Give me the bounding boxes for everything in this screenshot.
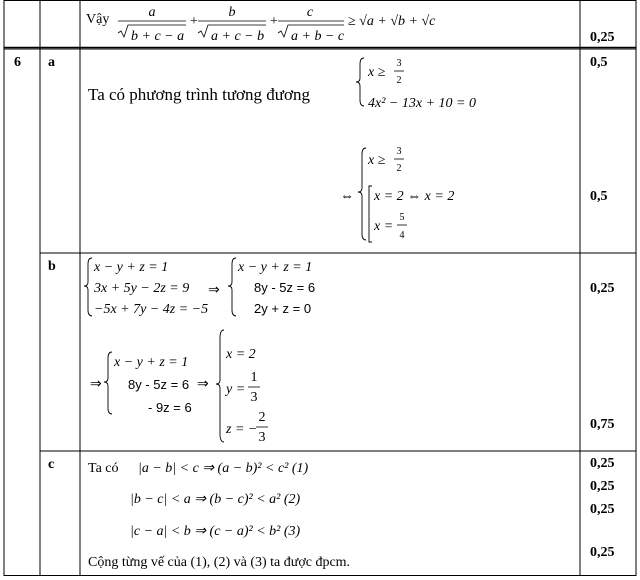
q6a-brace-1 bbox=[356, 58, 364, 106]
q6c-line-2: |b − c| < a ⇒ (b − c)² < a² (2) bbox=[130, 492, 301, 507]
plus-1: + bbox=[190, 14, 198, 29]
q6b-brace-2 bbox=[228, 258, 236, 316]
plus-2: + bbox=[270, 14, 278, 29]
score-6b-2: 0,75 bbox=[590, 417, 615, 432]
q6a-intro: Ta có phương trình tương đương bbox=[88, 85, 310, 104]
part-c-label: c bbox=[48, 457, 55, 472]
q6a-equation: 4x² − 13x + 10 = 0 bbox=[368, 96, 476, 111]
frac-c-num: c bbox=[306, 5, 314, 20]
q6b-implies-2: ⇒ bbox=[90, 377, 102, 392]
score-6c-3: 0,25 bbox=[590, 502, 615, 517]
frac-b-num: b bbox=[228, 5, 236, 20]
score-6b-1: 0,25 bbox=[590, 281, 615, 296]
q6b-s1-eq3: −5x + 7y − 4z = −5 bbox=[94, 302, 209, 317]
q6b-s3-eq3: - 9z = 6 bbox=[148, 400, 192, 415]
q6b-s1-eq1: x − y + z = 1 bbox=[94, 260, 169, 275]
q6a-equiv-arrow: ⇔ bbox=[340, 189, 354, 204]
q6b-result-z: z = − bbox=[226, 422, 258, 437]
vay-label: Vậy bbox=[86, 12, 110, 27]
q6a-brace-2 bbox=[358, 148, 366, 240]
q6a-cond-den: 2 bbox=[396, 75, 402, 86]
row-top bbox=[86, 5, 615, 45]
q6b-brace-3 bbox=[104, 352, 112, 414]
q6b-s3-eq2: 8y - 5z = 6 bbox=[128, 377, 190, 392]
q6b-brace-4 bbox=[216, 330, 224, 442]
q6a-solution-1: x = 2 ⇔ x = 2 bbox=[374, 189, 455, 204]
q6a-cond: x ≥ bbox=[368, 65, 386, 80]
q6c-line-3: |c − a| < b ⇒ (c − a)² < b² (3) bbox=[130, 524, 301, 539]
q6b-y-den: 3 bbox=[250, 390, 258, 405]
q6a-cond2-den: 2 bbox=[396, 163, 402, 174]
q6b-result-x: x = 2 bbox=[226, 347, 256, 362]
score-6c-1: 0,25 bbox=[590, 456, 615, 471]
q6b bbox=[48, 258, 615, 445]
q6b-s2-eq1: x − y + z = 1 bbox=[238, 260, 313, 275]
frac-a-num: a bbox=[148, 5, 156, 20]
question-number: 6 bbox=[14, 55, 21, 70]
q6b-implies-1: ⇒ bbox=[208, 283, 220, 298]
q6a-solution-2: x = bbox=[374, 219, 394, 234]
q6b-y-num: 1 bbox=[250, 370, 258, 385]
q6a-cond-2: x ≥ bbox=[368, 153, 386, 168]
score-6a-2: 0,5 bbox=[590, 189, 608, 204]
rhs-inequality: ≥ √a + √b + √c bbox=[348, 14, 436, 29]
frac-c-den: a + b − c bbox=[291, 29, 345, 44]
frac-b-den: a + c − b bbox=[211, 29, 265, 44]
q6b-implies-3: ⇒ bbox=[197, 377, 209, 392]
q6c-intro: Ta có bbox=[88, 461, 119, 476]
frac-a-den: b + c − a bbox=[131, 29, 185, 44]
q6b-z-num: 2 bbox=[258, 410, 266, 425]
part-b-label: b bbox=[48, 259, 56, 274]
q6c bbox=[48, 456, 615, 570]
q6b-s2-eq2: 8y - 5z = 6 bbox=[254, 280, 316, 295]
score-top: 0,25 bbox=[590, 30, 615, 45]
q6a-sol2-num: 5 bbox=[399, 212, 405, 223]
q6c-conclusion: Cộng từng vế của (1), (2) và (3) ta được đpcm. bbox=[88, 555, 351, 570]
q6b-s1-eq2: 3x + 5y − 2z = 9 bbox=[94, 281, 190, 296]
q6b-s3-eq1: x − y + z = 1 bbox=[114, 355, 189, 370]
q6b-s2-eq3: 2y + z = 0 bbox=[254, 301, 312, 316]
q6c-line-1: |a − b| < c ⇒ (a − b)² < c² (1) bbox=[138, 461, 309, 476]
q6a-sol2-den: 4 bbox=[399, 230, 405, 241]
part-a-label: a bbox=[48, 55, 55, 70]
q6b-z-den: 3 bbox=[258, 430, 266, 445]
score-6c-4: 0,25 bbox=[590, 545, 615, 560]
q6a-cond2-num: 3 bbox=[396, 146, 402, 157]
score-6c-2: 0,25 bbox=[590, 479, 615, 494]
q6b-result-y: y = bbox=[226, 382, 246, 397]
q6a-cond-num: 3 bbox=[396, 58, 402, 69]
q6a-bracket bbox=[369, 186, 372, 242]
q6a bbox=[14, 55, 608, 242]
score-6a-1: 0,5 bbox=[590, 55, 608, 70]
q6b-brace-1 bbox=[84, 258, 92, 316]
